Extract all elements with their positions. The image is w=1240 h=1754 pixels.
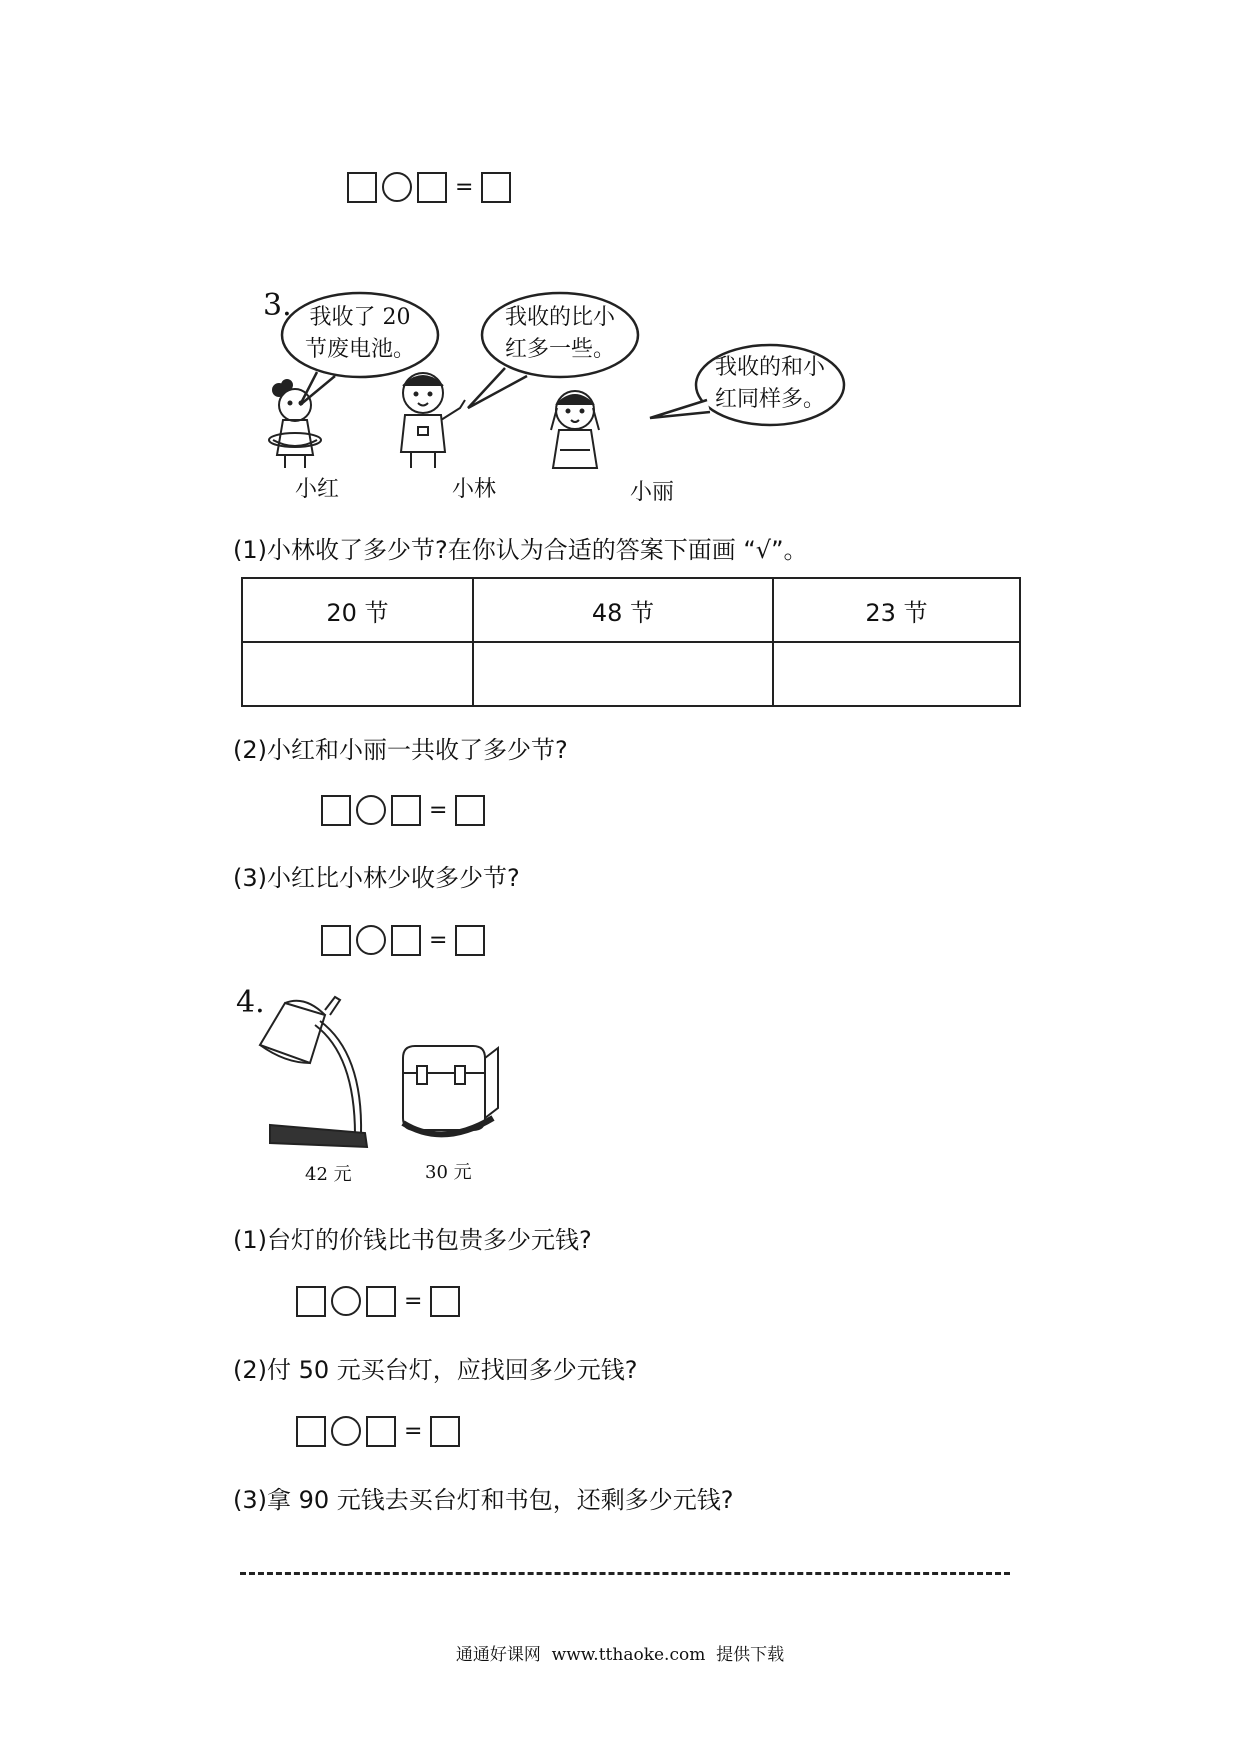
xiaolin-figure-icon xyxy=(401,373,465,468)
equals-sign: = xyxy=(429,797,448,823)
check-cell[interactable] xyxy=(242,642,473,706)
operator-circle[interactable] xyxy=(331,1286,361,1316)
answer-box[interactable] xyxy=(296,1416,326,1447)
equals-sign: = xyxy=(455,174,474,200)
equation-q4-part2 xyxy=(296,1413,460,1449)
operator-circle[interactable] xyxy=(382,172,412,202)
question-4-part3: (3)拿 90 元钱去买台灯和书包，还剩多少元钱? xyxy=(233,1486,734,1514)
check-cell[interactable] xyxy=(773,642,1020,706)
name-xiaoli: 小丽 xyxy=(630,480,675,505)
schoolbag-icon xyxy=(393,1038,503,1148)
operator-circle[interactable] xyxy=(331,1416,361,1446)
answer-box[interactable] xyxy=(391,795,421,826)
answer-box[interactable] xyxy=(455,925,485,956)
answer-box[interactable] xyxy=(321,795,351,826)
answer-box[interactable] xyxy=(321,925,351,956)
bag-price: 30 元 xyxy=(425,1162,472,1183)
bubble-text-xiaohong: 我收了 20 节废电池。 xyxy=(304,305,415,362)
equals-sign: = xyxy=(404,1288,423,1314)
question-3-part1: (1)小林收了多少节?在你认为合适的答案下面画 “√”。 xyxy=(233,536,808,564)
question-4-part2: (2)付 50 元买台灯，应找回多少元钱? xyxy=(233,1356,638,1384)
answer-box[interactable] xyxy=(366,1416,396,1447)
question-3-part3: (3)小红比小林少收多少节? xyxy=(233,864,520,892)
answer-box[interactable] xyxy=(417,172,447,203)
name-xiaohong: 小红 xyxy=(295,477,340,502)
question-3-part2: (2)小红和小丽一共收了多少节? xyxy=(233,736,568,764)
lamp-icon xyxy=(255,985,385,1160)
equation-q4-part1 xyxy=(296,1283,460,1319)
answer-box[interactable] xyxy=(347,172,377,203)
name-xiaolin: 小林 xyxy=(452,477,497,502)
answer-options-table xyxy=(241,577,1021,707)
equals-sign: = xyxy=(404,1418,423,1444)
operator-circle[interactable] xyxy=(356,795,386,825)
equation-q3-part2 xyxy=(321,792,485,828)
bubble-text-xiaolin: 我收的比小 红多一些。 xyxy=(504,305,615,362)
question-3-number: 3. xyxy=(263,288,292,323)
operator-circle[interactable] xyxy=(356,925,386,955)
xiaoli-figure-icon xyxy=(551,391,599,468)
answer-box[interactable] xyxy=(366,1286,396,1317)
check-cell[interactable] xyxy=(473,642,773,706)
answer-box[interactable] xyxy=(455,795,485,826)
question-4-number: 4. xyxy=(236,985,265,1020)
answer-box[interactable] xyxy=(296,1286,326,1317)
option-cell: 23 节 xyxy=(773,578,1020,642)
equation-q3-part3 xyxy=(321,922,485,958)
lamp-price: 42 元 xyxy=(305,1164,352,1185)
answer-box[interactable] xyxy=(430,1286,460,1317)
option-cell: 20 节 xyxy=(242,578,473,642)
answer-box[interactable] xyxy=(391,925,421,956)
answer-box[interactable] xyxy=(481,172,511,203)
footer-text: 通通好课网 www.tthaoke.com 提供下载 xyxy=(455,1645,785,1665)
equation-top xyxy=(347,169,511,205)
option-cell: 48 节 xyxy=(473,578,773,642)
equals-sign: = xyxy=(429,927,448,953)
bubble-text-xiaoli: 我收的和小 红同样多。 xyxy=(714,355,825,412)
question-4-part1: (1)台灯的价钱比书包贵多少元钱? xyxy=(233,1226,592,1254)
answer-box[interactable] xyxy=(430,1416,460,1447)
answer-dashed-line xyxy=(240,1572,1010,1575)
